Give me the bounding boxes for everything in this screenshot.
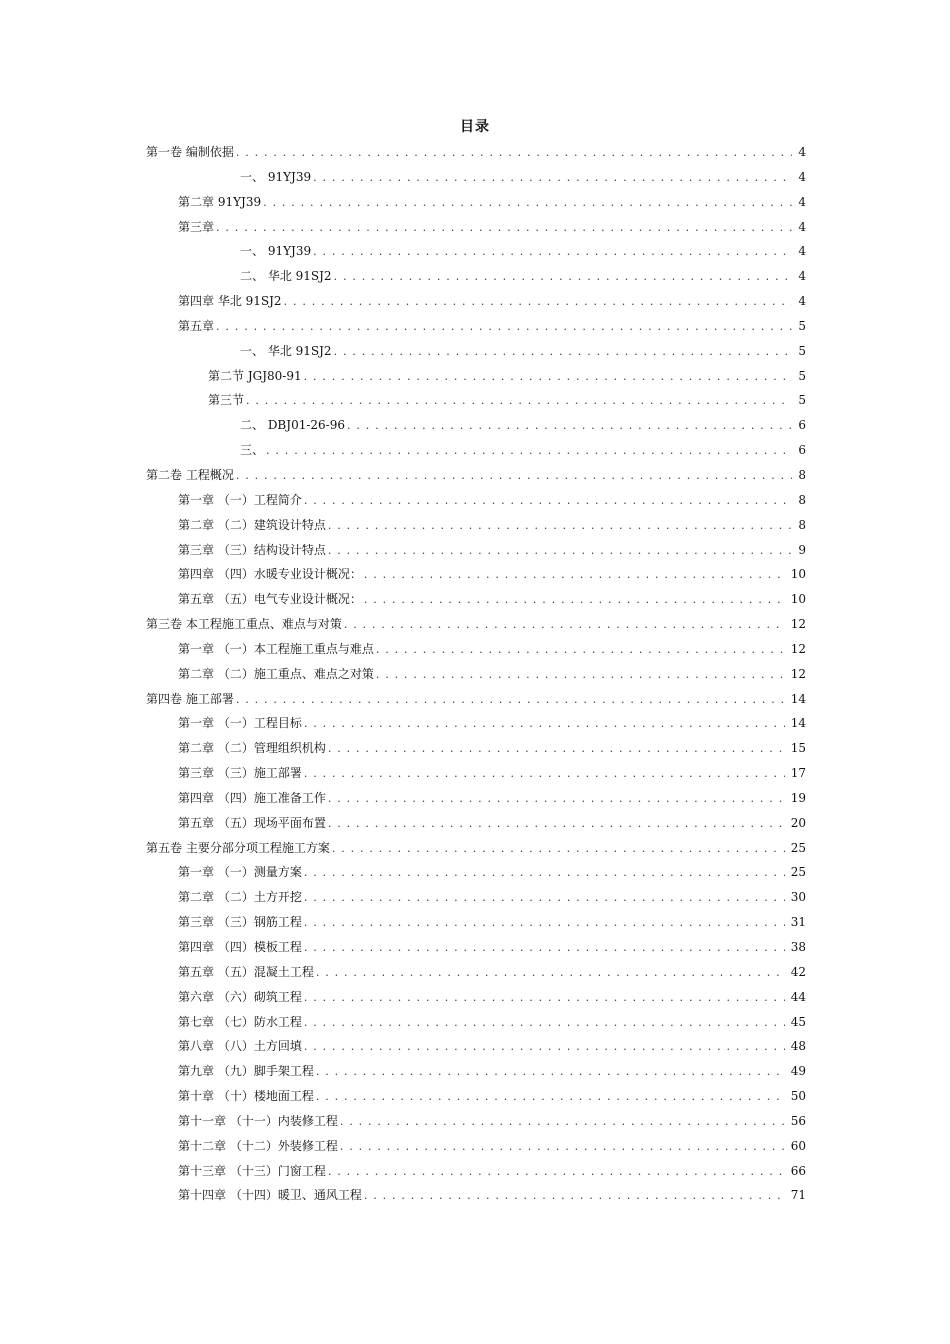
toc-entry[interactable]	[178, 786, 806, 811]
toc-entry-label: 第十二章 （十二）外装修工程	[178, 1138, 338, 1153]
toc-leader-dots	[304, 762, 785, 787]
toc-entry-label: 第七章 （七）防水工程	[178, 1014, 302, 1029]
toc-entry[interactable]	[178, 761, 806, 786]
toc-entry[interactable]	[178, 935, 806, 960]
table-of-contents	[0, 140, 950, 1208]
toc-leader-dots	[376, 638, 785, 663]
toc-entry[interactable]	[178, 711, 806, 736]
toc-entry-page-number: 71	[790, 1188, 806, 1203]
toc-leader-dots	[304, 986, 785, 1011]
toc-entry-page-number: 8	[798, 492, 806, 507]
toc-leader-dots	[304, 936, 785, 961]
toc-entry-page-number: 12	[790, 641, 806, 656]
toc-entry-page-number: 4	[798, 169, 806, 184]
toc-entry-page-number: 66	[790, 1163, 806, 1178]
toc-entry-label: 第十章 （十）楼地面工程	[178, 1089, 314, 1104]
toc-entry[interactable]	[178, 190, 806, 215]
toc-entry-label: 一、 91YJ39	[240, 169, 312, 184]
toc-entry[interactable]	[146, 140, 806, 165]
toc-entry-label: 第四章 华北 91SJ2	[178, 294, 282, 309]
toc-leader-dots	[304, 1011, 785, 1036]
toc-entry-label: 第十三章 （十三）门窗工程	[178, 1163, 326, 1178]
toc-entry[interactable]	[240, 413, 806, 438]
toc-entry-label: 第五章 （五）混凝土工程	[178, 964, 314, 979]
toc-entry-page-number: 38	[790, 940, 806, 954]
toc-entry[interactable]	[178, 885, 806, 910]
toc-entry-label: 第三章 （三）结构设计特点	[178, 542, 326, 557]
toc-entry-page-number: 10	[790, 567, 806, 582]
toc-entry[interactable]	[178, 860, 806, 885]
toc-leader-dots	[364, 563, 785, 588]
toc-entry[interactable]	[178, 538, 806, 563]
toc-leader-dots	[344, 613, 785, 638]
toc-leader-dots	[364, 588, 785, 613]
toc-entry[interactable]	[146, 687, 806, 712]
toc-leader-dots	[216, 216, 792, 241]
toc-entry-page-number: 10	[790, 592, 806, 607]
toc-entry-label: 第三章	[178, 219, 215, 234]
toc-entry[interactable]	[178, 587, 806, 612]
toc-entry-page-number: 42	[790, 964, 806, 979]
toc-entry-label: 第三节	[208, 393, 245, 408]
toc-entry[interactable]	[178, 1010, 806, 1035]
toc-entry-label: 第二章 91YJ39	[178, 194, 262, 209]
toc-entry[interactable]	[178, 1034, 806, 1059]
toc-entry-page-number: 50	[790, 1089, 806, 1104]
toc-entry-page-number: 5	[798, 318, 806, 333]
toc-entry-label: 第四章 （四）水暖专业设计概况：	[178, 567, 362, 582]
toc-entry-label: 第二章 （二）土方开挖	[178, 890, 302, 905]
toc-entry-page-number: 25	[790, 865, 806, 880]
toc-entry[interactable]	[240, 165, 806, 190]
toc-leader-dots	[304, 489, 793, 514]
toc-entry[interactable]	[178, 985, 806, 1010]
toc-leader-dots	[340, 1110, 785, 1135]
toc-entry-page-number: 4	[798, 145, 806, 159]
toc-entry-label: 第一章 （一）工程目标	[178, 716, 302, 731]
toc-entry[interactable]	[178, 314, 806, 339]
toc-entry[interactable]	[178, 910, 806, 935]
toc-entry-page-number: 9	[798, 542, 806, 557]
toc-entry-page-number: 45	[790, 1014, 806, 1029]
toc-leader-dots	[304, 1035, 785, 1060]
toc-leader-dots	[216, 315, 792, 340]
toc-entry-page-number: 25	[790, 840, 806, 855]
toc-leader-dots	[316, 1085, 785, 1110]
toc-entry-page-number: 6	[798, 443, 806, 458]
toc-entry-label: 第二卷 工程概况	[146, 467, 234, 482]
toc-entry-label: 二、 DBJ01-26-96	[240, 418, 345, 433]
toc-entry-page-number: 14	[790, 691, 806, 706]
toc-entry[interactable]	[240, 438, 806, 463]
toc-entry-page-number: 31	[790, 915, 806, 930]
toc-entry[interactable]	[208, 364, 806, 389]
toc-entry-page-number: 4	[798, 294, 806, 309]
toc-entry-label: 第五章 （五）现场平面布置	[178, 815, 326, 830]
toc-leader-dots	[304, 712, 785, 737]
toc-entry[interactable]	[178, 637, 806, 662]
toc-leader-dots	[304, 911, 785, 936]
toc-entry[interactable]	[178, 289, 806, 314]
toc-entry-page-number: 4	[798, 269, 806, 284]
toc-entry[interactable]	[178, 562, 806, 587]
toc-entry-page-number: 12	[790, 617, 806, 632]
toc-leader-dots	[236, 688, 785, 713]
toc-leader-dots	[316, 1060, 785, 1085]
toc-entry-label: 第十一章 （十一）内装修工程	[178, 1113, 338, 1128]
toc-entry[interactable]	[178, 811, 806, 836]
toc-leader-dots	[376, 663, 785, 688]
toc-entry-page-number: 5	[798, 368, 806, 383]
toc-leader-dots	[266, 439, 792, 464]
toc-entry[interactable]	[178, 1059, 806, 1084]
toc-leader-dots	[304, 861, 785, 886]
toc-entry[interactable]	[240, 339, 806, 364]
toc-leader-dots	[347, 414, 792, 439]
toc-entry-label: 第十四章 （十四）暖卫、通风工程	[178, 1188, 362, 1203]
toc-entry-label: 第四章 （四）施工准备工作	[178, 790, 326, 805]
toc-entry-label: 第八章 （八）土方回填	[178, 1039, 302, 1054]
toc-leader-dots	[340, 1135, 785, 1160]
toc-entry-page-number: 12	[790, 666, 806, 681]
toc-entry-page-number: 8	[798, 467, 806, 482]
toc-leader-dots	[364, 1184, 785, 1209]
toc-leader-dots	[263, 191, 792, 216]
toc-entry-page-number: 19	[790, 790, 806, 805]
toc-entry-page-number: 56	[790, 1113, 806, 1128]
toc-entry-page-number: 5	[798, 393, 806, 408]
toc-entry[interactable]	[146, 836, 806, 861]
toc-entry-label: 第六章 （六）砌筑工程	[178, 989, 302, 1004]
toc-entry[interactable]	[178, 215, 806, 240]
toc-leader-dots	[334, 340, 793, 365]
toc-entry-page-number: 30	[790, 890, 806, 905]
toc-entry[interactable]	[178, 513, 806, 538]
toc-entry-label: 二、 华北 91SJ2	[240, 269, 332, 284]
toc-leader-dots	[284, 290, 793, 315]
toc-entry-label: 第二章 （二）施工重点、难点之对策	[178, 666, 374, 681]
toc-entry-page-number: 8	[798, 517, 806, 532]
toc-entry-page-number: 17	[790, 766, 806, 781]
toc-entry-label: 第一章 （一）工程简介	[178, 492, 302, 507]
toc-entry-label: 第一卷 编制依据	[146, 145, 234, 159]
toc-entry-label: 一、 华北 91SJ2	[240, 343, 332, 358]
toc-leader-dots	[328, 737, 785, 762]
toc-leader-dots	[328, 812, 785, 837]
toc-entry[interactable]	[178, 1134, 806, 1159]
toc-entry-page-number: 60	[790, 1138, 806, 1153]
toc-entry[interactable]	[208, 388, 806, 413]
toc-leader-dots	[332, 837, 785, 862]
toc-leader-dots	[304, 886, 785, 911]
toc-entry-label: 三、	[240, 443, 265, 458]
toc-leader-dots	[313, 166, 792, 191]
toc-leader-dots	[328, 1160, 785, 1185]
toc-entry[interactable]	[178, 1183, 806, 1208]
toc-entry[interactable]	[146, 612, 806, 637]
toc-entry-page-number: 14	[790, 716, 806, 731]
toc-entry-page-number: 20	[790, 815, 806, 830]
toc-entry[interactable]	[178, 1159, 806, 1184]
toc-entry[interactable]	[146, 463, 806, 488]
toc-leader-dots	[313, 240, 792, 265]
toc-entry-page-number: 4	[798, 244, 806, 259]
toc-entry-label: 第三章 （三）施工部署	[178, 766, 302, 781]
toc-entry[interactable]	[240, 239, 806, 264]
toc-entry-page-number: 44	[790, 989, 806, 1004]
toc-entry-page-number: 5	[798, 343, 806, 358]
toc-entry[interactable]	[240, 264, 806, 289]
toc-entry-page-number: 4	[798, 194, 806, 209]
toc-leader-dots	[236, 141, 793, 166]
toc-entry-label: 第四章 （四）模板工程	[178, 940, 302, 954]
toc-leader-dots	[328, 787, 785, 812]
toc-leader-dots	[334, 265, 793, 290]
toc-entry-label: 第二章 （二）建筑设计特点	[178, 517, 326, 532]
toc-leader-dots	[304, 365, 793, 390]
toc-entry-label: 第九章 （九）脚手架工程	[178, 1064, 314, 1079]
toc-leader-dots	[328, 539, 793, 564]
toc-entry-page-number: 15	[790, 741, 806, 756]
toc-entry[interactable]	[178, 960, 806, 985]
toc-entry-label: 第三章 （三）钢筋工程	[178, 915, 302, 930]
toc-entry[interactable]	[178, 662, 806, 687]
toc-title: 目录	[460, 119, 490, 135]
toc-entry[interactable]	[178, 736, 806, 761]
toc-entry-label: 一、 91YJ39	[240, 244, 312, 259]
toc-entry-label: 第五章 （五）电气专业设计概况：	[178, 592, 362, 607]
toc-entry[interactable]	[178, 488, 806, 513]
toc-entry-label: 第二章 （二）管理组织机构	[178, 741, 326, 756]
toc-entry-page-number: 6	[798, 418, 806, 433]
toc-entry-label: 第一章 （一）测量方案	[178, 865, 302, 880]
toc-entry-page-number: 4	[798, 219, 806, 234]
toc-entry-label: 第一章 （一）本工程施工重点与难点	[178, 641, 374, 656]
toc-entry-label: 第五章	[178, 318, 215, 333]
toc-leader-dots	[236, 464, 793, 489]
toc-entry-label: 第二节 JGJ80-91	[208, 368, 302, 383]
toc-entry-page-number: 48	[790, 1039, 806, 1054]
toc-entry[interactable]	[178, 1109, 806, 1134]
toc-leader-dots	[316, 961, 785, 986]
toc-entry-label: 第四卷 施工部署	[146, 691, 234, 706]
toc-entry-page-number: 49	[790, 1064, 806, 1079]
toc-leader-dots	[328, 514, 793, 539]
toc-entry-label: 第五卷 主要分部分项工程施工方案	[146, 840, 330, 855]
toc-entry-label: 第三卷 本工程施工重点、难点与对策	[146, 617, 342, 632]
toc-entry[interactable]	[178, 1084, 806, 1109]
toc-leader-dots	[246, 389, 792, 414]
